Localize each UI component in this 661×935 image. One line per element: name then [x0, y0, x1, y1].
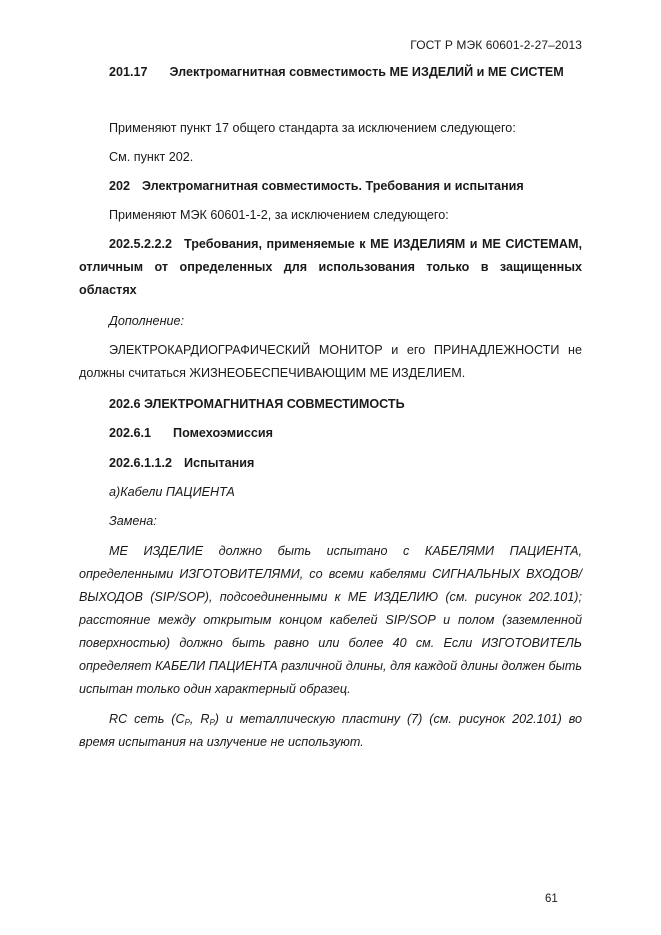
paragraph: ЭЛЕКТРОКАРДИОГРАФИЧЕСКИЙ МОНИТОР и его ПРИНАДЛЕЖНОСТИ не должны считаться ЖИЗНЕОБЕСПЕЧИВАЮЩИМ МЕ ИЗДЕЛИЕМ. — [79, 343, 582, 380]
section-number: 201.17 — [109, 65, 148, 79]
paragraph: Применяют пункт 17 общего стандарта за исключением следующего: — [109, 121, 516, 135]
section-title: Помехоэмиссия — [173, 426, 273, 440]
standard-header: ГОСТ Р МЭК 60601-2-27–2013 — [410, 38, 582, 52]
section-202-5-2-2-2-heading — [79, 233, 582, 302]
section-number: 202.5.2.2.2 — [109, 237, 173, 251]
page-number: 61 — [545, 893, 558, 905]
section-title: Требования, применяемые к МЕ ИЗДЕЛИЯМ и МЕ СИСТЕМАМ, отличным от определенных для использования только в защищенных областях — [79, 237, 582, 297]
section-201-17-heading — [79, 61, 582, 84]
paragraph: МЕ ИЗДЕЛИЕ должно быть испытано с КАБЕЛЯМИ ПАЦИЕНТА, определенными ИЗГОТОВИТЕЛЯМИ, со всеми кабелями СИГНАЛЬНЫХ ВХОДОВ/ВЫХОДОВ (SIP/SOP), подсоединенными к МЕ ИЗДЕЛИЮ (см. рисунок 202.101); расстояние между открытым концом кабелей SIP/SOP и полом (заземленной поверхностью) должно быть равно или более 40 см. Если ИЗГОТОВИТЕЛЬ определяет КАБЕЛИ ПАЦИЕНТА различной длины, для каждой длины должен быть испытан только один характерный образец. — [79, 544, 582, 696]
section-title: Электромагнитная совместимость МЕ ИЗДЕЛИЙ и МЕ СИСТЕМ — [169, 65, 564, 79]
paragraph: Применяют МЭК 60601-1-2, за исключением следующего: — [109, 208, 449, 222]
section-202-6-1-heading — [79, 422, 582, 445]
paragraph: См. пункт 202. — [109, 150, 194, 164]
section-title: Испытания — [184, 456, 255, 470]
paragraph-replacement-label: Замена: — [109, 514, 157, 528]
paragraph-rc-network: RC сеть ($C_P$, $R_P$) и металлическую пластину (7) (см. рисунок 202.101) во время испытания на излучение не используют. — [79, 712, 583, 749]
list-item-a: a)Кабели ПАЦИЕНТА — [109, 485, 235, 499]
section-202-6-1-1-2-heading — [79, 452, 582, 475]
section-number: 202 — [109, 179, 131, 193]
section-title: Электромагнитная совместимость. Требования и испытания — [142, 179, 524, 193]
section-number: 202.6.1 — [109, 426, 152, 440]
section-202-6-heading: 202.6 ЭЛЕКТРОМАГНИТНАЯ СОВМЕСТИМОСТЬ — [109, 397, 405, 411]
section-number: 202.6.1.1.2 — [109, 456, 173, 470]
section-202-heading — [79, 175, 582, 198]
paragraph-addition-label: Дополнение: — [109, 314, 185, 328]
